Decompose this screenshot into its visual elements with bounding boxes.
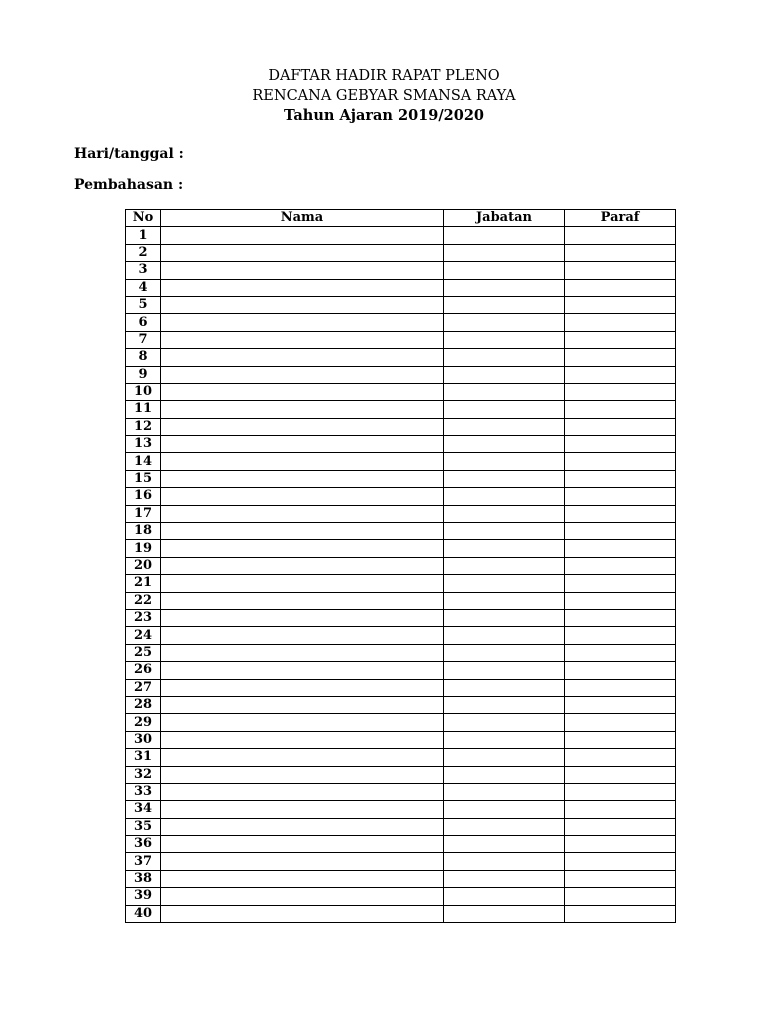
table-row xyxy=(126,418,676,435)
nama-cell[interactable] xyxy=(161,470,444,487)
paraf-cell[interactable] xyxy=(565,470,676,487)
row-number: 24 xyxy=(126,627,161,644)
paraf-cell[interactable] xyxy=(565,836,676,853)
jabatan-cell[interactable] xyxy=(444,349,565,366)
paraf-cell[interactable] xyxy=(565,557,676,574)
paraf-cell[interactable] xyxy=(565,783,676,800)
pembahasan-label: Pembahasan : xyxy=(74,177,184,193)
nama-cell[interactable] xyxy=(161,418,444,435)
document-title: DAFTAR HADIR RAPAT PLENO xyxy=(268,68,500,84)
row-number: 11 xyxy=(126,401,161,418)
nama-cell[interactable] xyxy=(161,609,444,626)
table-row xyxy=(126,488,676,505)
document-subtitle: RENCANA GEBYAR SMANSA RAYA xyxy=(252,88,516,104)
table-header-row xyxy=(126,210,676,227)
row-number: 1 xyxy=(126,227,161,244)
paraf-cell[interactable] xyxy=(565,905,676,922)
row-number: 30 xyxy=(126,731,161,748)
row-number: 25 xyxy=(126,644,161,661)
paraf-cell[interactable] xyxy=(565,418,676,435)
jabatan-cell[interactable] xyxy=(444,888,565,905)
jabatan-cell[interactable] xyxy=(444,401,565,418)
row-number: 31 xyxy=(126,749,161,766)
nama-cell[interactable] xyxy=(161,801,444,818)
table-row xyxy=(126,644,676,661)
table-row xyxy=(126,575,676,592)
header-nama: Nama xyxy=(161,210,444,227)
nama-cell[interactable] xyxy=(161,331,444,348)
table-row xyxy=(126,870,676,887)
jabatan-cell[interactable] xyxy=(444,279,565,296)
row-number: 13 xyxy=(126,436,161,453)
nama-cell[interactable] xyxy=(161,662,444,679)
row-number: 26 xyxy=(126,662,161,679)
table-row xyxy=(126,679,676,696)
jabatan-cell[interactable] xyxy=(444,696,565,713)
row-number: 20 xyxy=(126,557,161,574)
table-row xyxy=(126,331,676,348)
row-number: 27 xyxy=(126,679,161,696)
nama-cell[interactable] xyxy=(161,575,444,592)
row-number: 40 xyxy=(126,905,161,922)
table-row xyxy=(126,696,676,713)
paraf-cell[interactable] xyxy=(565,262,676,279)
paraf-cell[interactable] xyxy=(565,349,676,366)
nama-cell[interactable] xyxy=(161,592,444,609)
row-number: 17 xyxy=(126,505,161,522)
paraf-cell[interactable] xyxy=(565,592,676,609)
paraf-cell[interactable] xyxy=(565,296,676,313)
header-paraf: Paraf xyxy=(565,210,676,227)
attendance-table xyxy=(125,209,676,923)
jabatan-cell[interactable] xyxy=(444,366,565,383)
paraf-cell[interactable] xyxy=(565,453,676,470)
nama-cell[interactable] xyxy=(161,853,444,870)
nama-cell[interactable] xyxy=(161,244,444,261)
jabatan-cell[interactable] xyxy=(444,766,565,783)
table-row xyxy=(126,366,676,383)
row-number: 18 xyxy=(126,523,161,540)
nama-cell[interactable] xyxy=(161,383,444,400)
jabatan-cell[interactable] xyxy=(444,836,565,853)
nama-cell[interactable] xyxy=(161,905,444,922)
row-number: 10 xyxy=(126,383,161,400)
jabatan-cell[interactable] xyxy=(444,557,565,574)
jabatan-cell[interactable] xyxy=(444,853,565,870)
paraf-cell[interactable] xyxy=(565,436,676,453)
table-row xyxy=(126,383,676,400)
nama-cell[interactable] xyxy=(161,296,444,313)
jabatan-cell[interactable] xyxy=(444,314,565,331)
row-number: 9 xyxy=(126,366,161,383)
nama-cell[interactable] xyxy=(161,227,444,244)
table-row xyxy=(126,227,676,244)
header-jabatan: Jabatan xyxy=(444,210,565,227)
attendance-body xyxy=(126,227,676,923)
nama-cell[interactable] xyxy=(161,436,444,453)
jabatan-cell[interactable] xyxy=(444,227,565,244)
table-row xyxy=(126,905,676,922)
paraf-cell[interactable] xyxy=(565,696,676,713)
nama-cell[interactable] xyxy=(161,870,444,887)
nama-cell[interactable] xyxy=(161,679,444,696)
paraf-cell[interactable] xyxy=(565,331,676,348)
row-number: 37 xyxy=(126,853,161,870)
table-row xyxy=(126,766,676,783)
nama-cell[interactable] xyxy=(161,644,444,661)
row-number: 3 xyxy=(126,262,161,279)
row-number: 16 xyxy=(126,488,161,505)
jabatan-cell[interactable] xyxy=(444,818,565,835)
row-number: 19 xyxy=(126,540,161,557)
jabatan-cell[interactable] xyxy=(444,331,565,348)
jabatan-cell[interactable] xyxy=(444,262,565,279)
table-row xyxy=(126,714,676,731)
jabatan-cell[interactable] xyxy=(444,905,565,922)
nama-cell[interactable] xyxy=(161,557,444,574)
table-row xyxy=(126,662,676,679)
nama-cell[interactable] xyxy=(161,627,444,644)
row-number: 35 xyxy=(126,818,161,835)
row-number: 38 xyxy=(126,870,161,887)
nama-cell[interactable] xyxy=(161,314,444,331)
paraf-cell[interactable] xyxy=(565,714,676,731)
row-number: 34 xyxy=(126,801,161,818)
jabatan-cell[interactable] xyxy=(444,679,565,696)
jabatan-cell[interactable] xyxy=(444,383,565,400)
row-number: 36 xyxy=(126,836,161,853)
table-row xyxy=(126,592,676,609)
table-row xyxy=(126,453,676,470)
jabatan-cell[interactable] xyxy=(444,436,565,453)
paraf-cell[interactable] xyxy=(565,888,676,905)
row-number: 32 xyxy=(126,766,161,783)
paraf-cell[interactable] xyxy=(565,679,676,696)
jabatan-cell[interactable] xyxy=(444,644,565,661)
jabatan-cell[interactable] xyxy=(444,575,565,592)
paraf-cell[interactable] xyxy=(565,749,676,766)
jabatan-cell[interactable] xyxy=(444,662,565,679)
jabatan-cell[interactable] xyxy=(444,801,565,818)
nama-cell[interactable] xyxy=(161,696,444,713)
nama-cell[interactable] xyxy=(161,731,444,748)
paraf-cell[interactable] xyxy=(565,731,676,748)
jabatan-cell[interactable] xyxy=(444,714,565,731)
paraf-cell[interactable] xyxy=(565,870,676,887)
hari-tanggal-label: Hari/tanggal : xyxy=(74,146,184,162)
row-number: 12 xyxy=(126,418,161,435)
nama-cell[interactable] xyxy=(161,714,444,731)
paraf-cell[interactable] xyxy=(565,818,676,835)
jabatan-cell[interactable] xyxy=(444,505,565,522)
nama-cell[interactable] xyxy=(161,836,444,853)
row-number: 8 xyxy=(126,349,161,366)
row-number: 21 xyxy=(126,575,161,592)
table-row xyxy=(126,609,676,626)
paraf-cell[interactable] xyxy=(565,488,676,505)
table-row xyxy=(126,262,676,279)
paraf-cell[interactable] xyxy=(565,244,676,261)
paraf-cell[interactable] xyxy=(565,801,676,818)
table-row xyxy=(126,244,676,261)
jabatan-cell[interactable] xyxy=(444,870,565,887)
academic-year: Tahun Ajaran 2019/2020 xyxy=(284,107,484,124)
nama-cell[interactable] xyxy=(161,888,444,905)
table-row xyxy=(126,401,676,418)
table-row xyxy=(126,296,676,313)
paraf-cell[interactable] xyxy=(565,575,676,592)
nama-cell[interactable] xyxy=(161,401,444,418)
table-row xyxy=(126,888,676,905)
header-no: No xyxy=(126,210,161,227)
paraf-cell[interactable] xyxy=(565,314,676,331)
row-number: 2 xyxy=(126,244,161,261)
nama-cell[interactable] xyxy=(161,540,444,557)
jabatan-cell[interactable] xyxy=(444,488,565,505)
jabatan-cell[interactable] xyxy=(444,523,565,540)
paraf-cell[interactable] xyxy=(565,383,676,400)
paraf-cell[interactable] xyxy=(565,523,676,540)
table-row xyxy=(126,783,676,800)
table-row xyxy=(126,818,676,835)
table-row xyxy=(126,470,676,487)
row-number: 5 xyxy=(126,296,161,313)
paraf-cell[interactable] xyxy=(565,505,676,522)
table-row xyxy=(126,505,676,522)
table-row xyxy=(126,314,676,331)
jabatan-cell[interactable] xyxy=(444,627,565,644)
nama-cell[interactable] xyxy=(161,488,444,505)
nama-cell[interactable] xyxy=(161,783,444,800)
jabatan-cell[interactable] xyxy=(444,453,565,470)
jabatan-cell[interactable] xyxy=(444,296,565,313)
nama-cell[interactable] xyxy=(161,349,444,366)
paraf-cell[interactable] xyxy=(565,662,676,679)
row-number: 22 xyxy=(126,592,161,609)
jabatan-cell[interactable] xyxy=(444,592,565,609)
table-row xyxy=(126,523,676,540)
paraf-cell[interactable] xyxy=(565,627,676,644)
row-number: 14 xyxy=(126,453,161,470)
row-number: 33 xyxy=(126,783,161,800)
table-row xyxy=(126,731,676,748)
row-number: 28 xyxy=(126,696,161,713)
nama-cell[interactable] xyxy=(161,766,444,783)
row-number: 15 xyxy=(126,470,161,487)
jabatan-cell[interactable] xyxy=(444,731,565,748)
row-number: 7 xyxy=(126,331,161,348)
nama-cell[interactable] xyxy=(161,279,444,296)
jabatan-cell[interactable] xyxy=(444,540,565,557)
row-number: 6 xyxy=(126,314,161,331)
jabatan-cell[interactable] xyxy=(444,244,565,261)
jabatan-cell[interactable] xyxy=(444,749,565,766)
jabatan-cell[interactable] xyxy=(444,418,565,435)
jabatan-cell[interactable] xyxy=(444,609,565,626)
jabatan-cell[interactable] xyxy=(444,783,565,800)
paraf-cell[interactable] xyxy=(565,366,676,383)
row-number: 4 xyxy=(126,279,161,296)
document-title-block xyxy=(0,66,768,126)
nama-cell[interactable] xyxy=(161,749,444,766)
paraf-cell[interactable] xyxy=(565,401,676,418)
table-row xyxy=(126,349,676,366)
table-row xyxy=(126,557,676,574)
paraf-cell[interactable] xyxy=(565,853,676,870)
paraf-cell[interactable] xyxy=(565,766,676,783)
nama-cell[interactable] xyxy=(161,505,444,522)
table-row xyxy=(126,540,676,557)
nama-cell[interactable] xyxy=(161,262,444,279)
nama-cell[interactable] xyxy=(161,818,444,835)
nama-cell[interactable] xyxy=(161,453,444,470)
nama-cell[interactable] xyxy=(161,366,444,383)
paraf-cell[interactable] xyxy=(565,540,676,557)
table-row xyxy=(126,801,676,818)
paraf-cell[interactable] xyxy=(565,609,676,626)
row-number: 29 xyxy=(126,714,161,731)
row-number: 39 xyxy=(126,888,161,905)
table-row xyxy=(126,627,676,644)
table-row xyxy=(126,836,676,853)
paraf-cell[interactable] xyxy=(565,227,676,244)
paraf-cell[interactable] xyxy=(565,279,676,296)
table-row xyxy=(126,279,676,296)
table-row xyxy=(126,853,676,870)
jabatan-cell[interactable] xyxy=(444,470,565,487)
table-row xyxy=(126,436,676,453)
row-number: 23 xyxy=(126,609,161,626)
paraf-cell[interactable] xyxy=(565,644,676,661)
nama-cell[interactable] xyxy=(161,523,444,540)
table-row xyxy=(126,749,676,766)
